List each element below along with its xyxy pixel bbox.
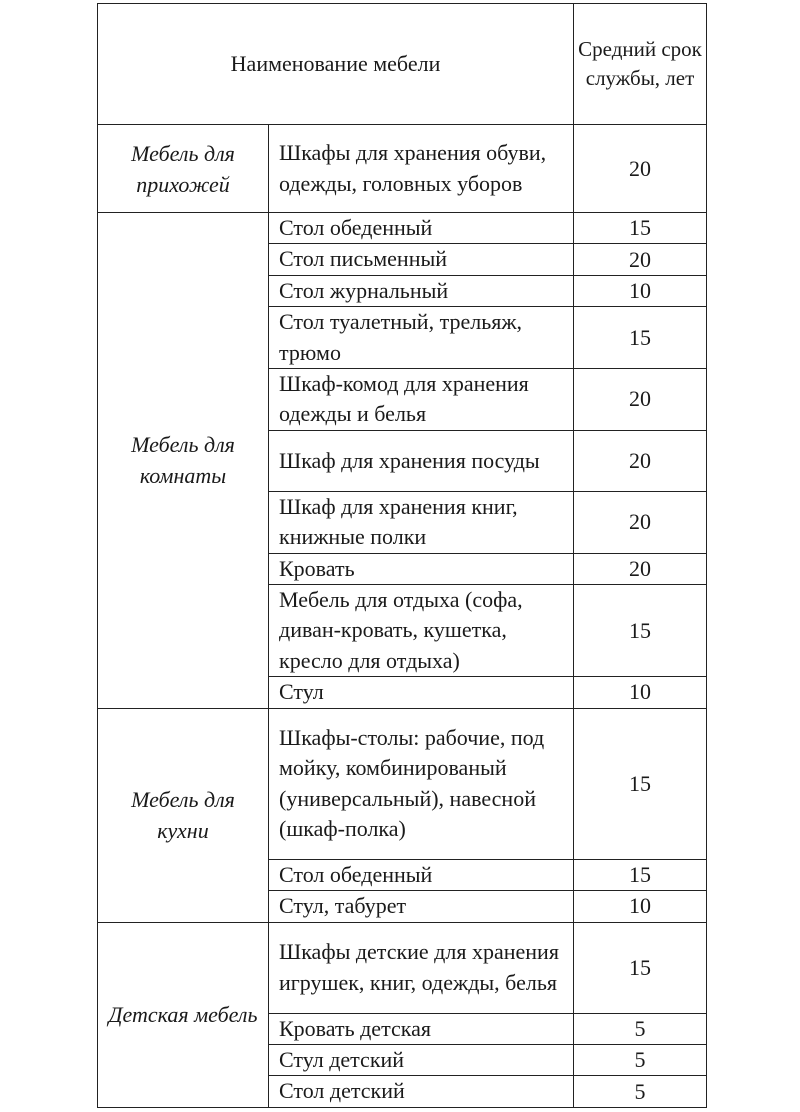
furniture-item-cell: Стол обеденный (269, 859, 574, 890)
furniture-item-cell: Стол обеденный (269, 213, 574, 244)
service-life-years-cell: 10 (574, 677, 707, 708)
table-row (98, 708, 707, 859)
furniture-item-cell: Стол журнальный (269, 275, 574, 306)
furniture-item-cell: Шкаф-комод для хранения одежды и белья (269, 369, 574, 431)
furniture-item-cell: Стул, табурет (269, 891, 574, 922)
furniture-item-cell: Стул детский (269, 1044, 574, 1075)
furniture-item-cell: Шкаф для хранения книг, книжные полки (269, 491, 574, 553)
service-life-years-cell: 10 (574, 891, 707, 922)
category-cell: Мебель для кухни (98, 708, 269, 922)
service-life-years-cell: 5 (574, 1044, 707, 1075)
service-life-years-cell: 20 (574, 244, 707, 275)
furniture-item-cell: Стол туалетный, трельяж, трюмо (269, 307, 574, 369)
furniture-lifetime-table-sheet (97, 3, 706, 1108)
furniture-item-cell: Шкафы детские для хранения игрушек, книг, одежды, белья (269, 922, 574, 1013)
furniture-item-cell: Шкафы для хранения обуви, одежды, головных уборов (269, 125, 574, 213)
service-life-years-cell: 20 (574, 553, 707, 584)
service-life-years-cell: 20 (574, 125, 707, 213)
furniture-item-cell: Кровать (269, 553, 574, 584)
category-cell: Мебель для комнаты (98, 213, 269, 709)
service-life-years-cell: 15 (574, 585, 707, 677)
furniture-item-cell: Стол письменный (269, 244, 574, 275)
table-row (98, 922, 707, 1013)
table-row (98, 125, 707, 213)
service-life-years-cell: 20 (574, 369, 707, 431)
header-furniture-name: Наименование мебели (98, 4, 574, 125)
furniture-lifetime-table (97, 3, 707, 1108)
service-life-years-cell: 5 (574, 1076, 707, 1107)
furniture-item-cell: Кровать детская (269, 1013, 574, 1044)
table-body (98, 125, 707, 1108)
furniture-item-cell: Стул (269, 677, 574, 708)
service-life-years-cell: 15 (574, 922, 707, 1013)
category-cell: Детская мебель (98, 922, 269, 1107)
furniture-item-cell: Шкаф для хранения посуды (269, 430, 574, 491)
header-average-service-life: Средний срок службы, лет (574, 4, 707, 125)
table-row (98, 213, 707, 244)
furniture-item-cell: Мебель для отдыха (софа, диван-кровать, кушетка, кресло для отдыха) (269, 585, 574, 677)
service-life-years-cell: 10 (574, 275, 707, 306)
service-life-years-cell: 15 (574, 307, 707, 369)
service-life-years-cell: 20 (574, 491, 707, 553)
category-cell: Мебель для прихожей (98, 125, 269, 213)
furniture-item-cell: Шкафы-столы: рабочие, под мойку, комбинированый (универсальный), навесной (шкаф-полка) (269, 708, 574, 859)
service-life-years-cell: 15 (574, 859, 707, 890)
table-header-row (98, 4, 707, 125)
furniture-item-cell: Стол детский (269, 1076, 574, 1107)
service-life-years-cell: 20 (574, 430, 707, 491)
service-life-years-cell: 15 (574, 213, 707, 244)
service-life-years-cell: 15 (574, 708, 707, 859)
service-life-years-cell: 5 (574, 1013, 707, 1044)
